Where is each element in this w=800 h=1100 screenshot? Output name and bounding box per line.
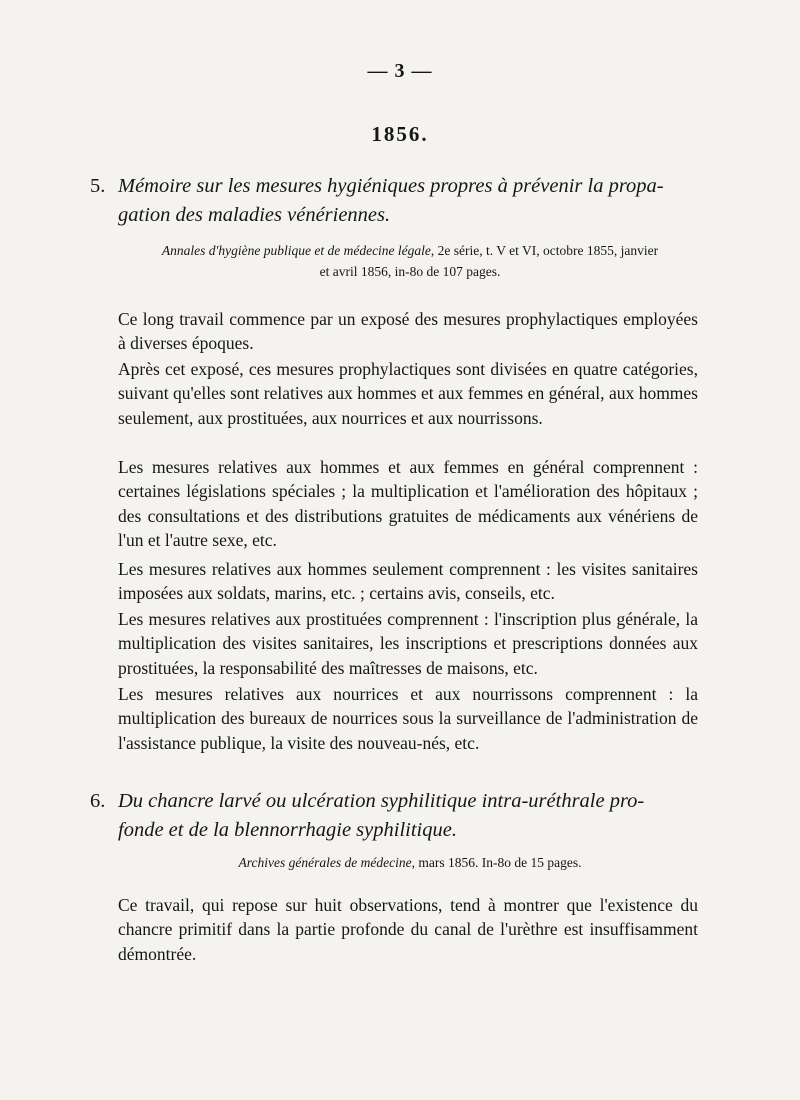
entry-6-citation [110,852,710,873]
entry-6-paragraph-1: Ce travail, qui repose sur huit observations, tend à montrer que l'existence du chancre primitif dans la partie profonde du canal de l'urèthre est insuffisamment démontrée. [118,895,698,964]
page-number: — 3 — [367,60,433,82]
entry-5-title [90,172,710,230]
entry-6-citation-line1: , mars 1856. In-8o de 15 pages. [411,855,582,870]
entry-6-number: 6. [90,790,106,812]
entry-5-title-line1: Mémoire sur les mesures hygiéniques propres à prévenir la propa- [118,175,664,197]
entry-5-citation-line2: et avril 1856, in-8o de 107 pages. [319,264,501,279]
entry-5-paragraph-4: Les mesures relatives aux hommes seulement comprennent : les visites sanitaires imposées aux soldats, marins, etc. ; certains avis, conseils, etc. [118,559,698,604]
entry-6-title-line1: Du chancre larvé ou ulcération syphilitique intra-uréthrale pro- [118,790,645,812]
section-year: 1856. [371,122,429,146]
entry-5-paragraph-5: Les mesures relatives aux prostituées comprennent : l'inscription plus générale, la multiplication des visites sanitaires, les inscriptions et prescriptions données aux prostituées, la responsabilité des maîtresses de maisons, etc. [118,609,698,678]
entry-5-title-line2: gation des maladies vénériennes. [118,204,391,226]
entry-5-paragraph-3: Les mesures relatives aux hommes et aux femmes en général comprennent : certaines législations spéciales ; la multiplication et l'amélioration des hôpitaux ; des consultations et des distributions gratuites de médicaments aux vénériens de l'un et l'autre sexe, etc. [118,457,698,551]
entry-6-title [90,787,710,845]
entry-5-paragraph-2: Après cet exposé, ces mesures prophylactiques sont divisées en quatre catégories, suivant qu'elles sont relatives aux hommes et aux femmes en général, aux hommes seulement, aux prostituées, aux nourrices et aux nourrissons. [118,359,698,428]
entry-6-citation-journal: Archives générales de médecine [238,855,412,870]
entry-5-citation-journal: Annales d'hygiène publique et de médecine légale [161,243,431,258]
entry-5-citation-line1: , 2e série, t. V et VI, octobre 1855, janvier [430,243,659,258]
entry-5-paragraph-1: Ce long travail commence par un exposé des mesures prophylactiques employées à diverses époques. [118,309,698,354]
entry-5-number: 5. [90,175,106,197]
entry-6-title-line2: fonde et de la blennorrhagie syphilitique. [118,819,457,841]
entry-5-paragraph-6: Les mesures relatives aux nourrices et aux nourrissons comprennent : la multiplication des bureaux de nourrices sous la surveillance de l'administration de l'assistance publique, la visite des nouveau-nés, etc. [118,684,698,753]
entry-5-citation [110,240,710,282]
